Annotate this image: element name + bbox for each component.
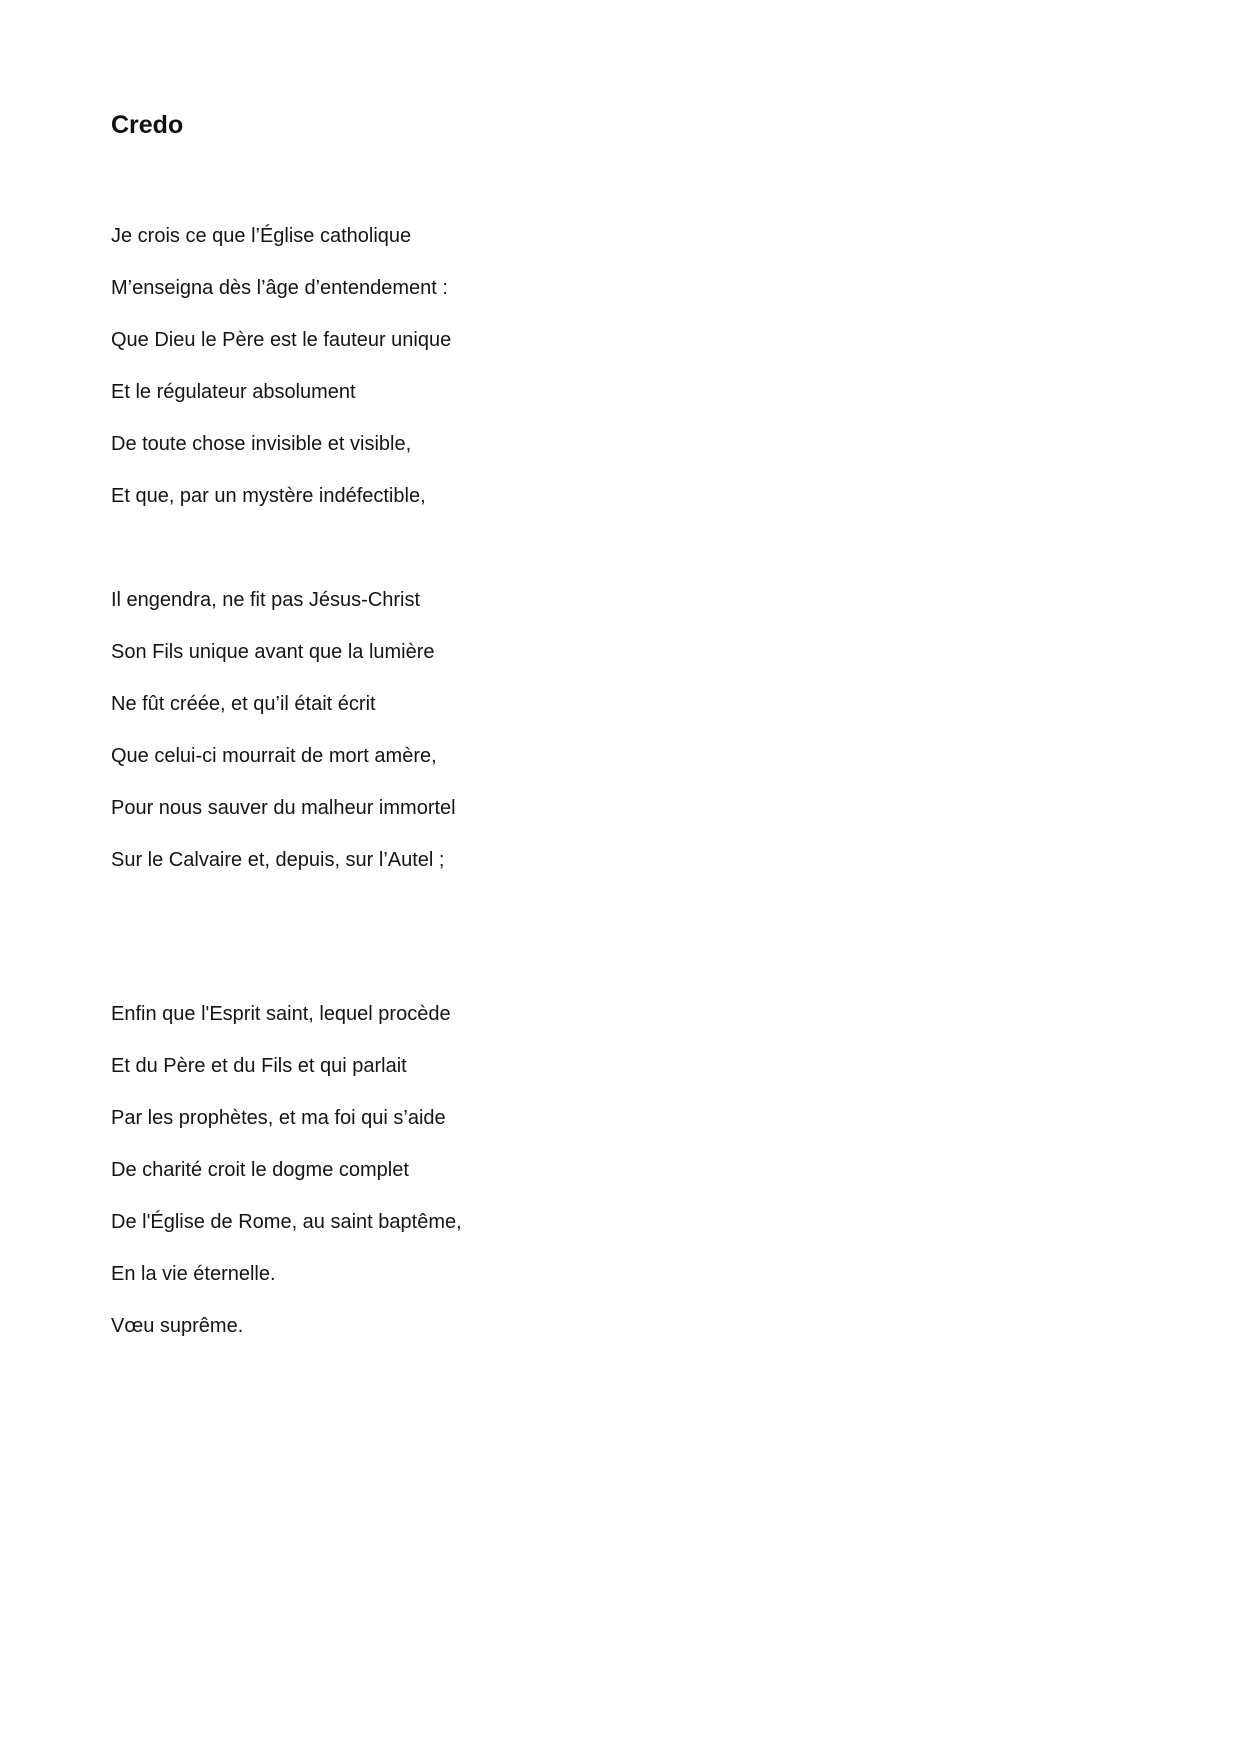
poem-line: Que Dieu le Père est le fauteur unique — [111, 329, 452, 351]
poem-line: Son Fils unique avant que la lumière — [111, 641, 435, 663]
poem-line: M’enseigna dès l’âge d’entendement : — [111, 277, 448, 299]
poem-line: Je crois ce que l’Église catholique — [111, 225, 412, 247]
poem-line: Ne fût créée, et qu’il était écrit — [111, 693, 376, 715]
poem-line: Il engendra, ne fit pas Jésus-Christ — [111, 589, 421, 611]
poem-line: Et du Père et du Fils et qui parlait — [111, 1055, 407, 1077]
poem-line: Et le régulateur absolument — [111, 381, 356, 403]
poem-line: De toute chose invisible et visible, — [111, 433, 412, 455]
poem-line: Par les prophètes, et ma foi qui s’aide — [111, 1107, 446, 1129]
stanza-3 — [111, 988, 462, 1352]
poem-line: Que celui-ci mourrait de mort amère, — [111, 745, 437, 767]
poem-line: Sur le Calvaire et, depuis, sur l’Autel ; — [111, 849, 445, 871]
poem-line: Pour nous sauver du malheur immortel — [111, 797, 456, 819]
poem-line: En la vie éternelle. — [111, 1263, 276, 1285]
stanza-1 — [111, 210, 451, 522]
poem-line: Vœu suprême. — [111, 1315, 244, 1337]
poem-line: De charité croit le dogme complet — [111, 1159, 409, 1181]
poem-line: Et que, par un mystère indéfectible, — [111, 485, 426, 507]
poem-line: De l'Église de Rome, au saint baptême, — [111, 1211, 462, 1233]
poem-title: Credo — [111, 111, 184, 139]
stanza-2 — [111, 574, 456, 886]
poem-line: Enfin que l'Esprit saint, lequel procède — [111, 1003, 451, 1025]
